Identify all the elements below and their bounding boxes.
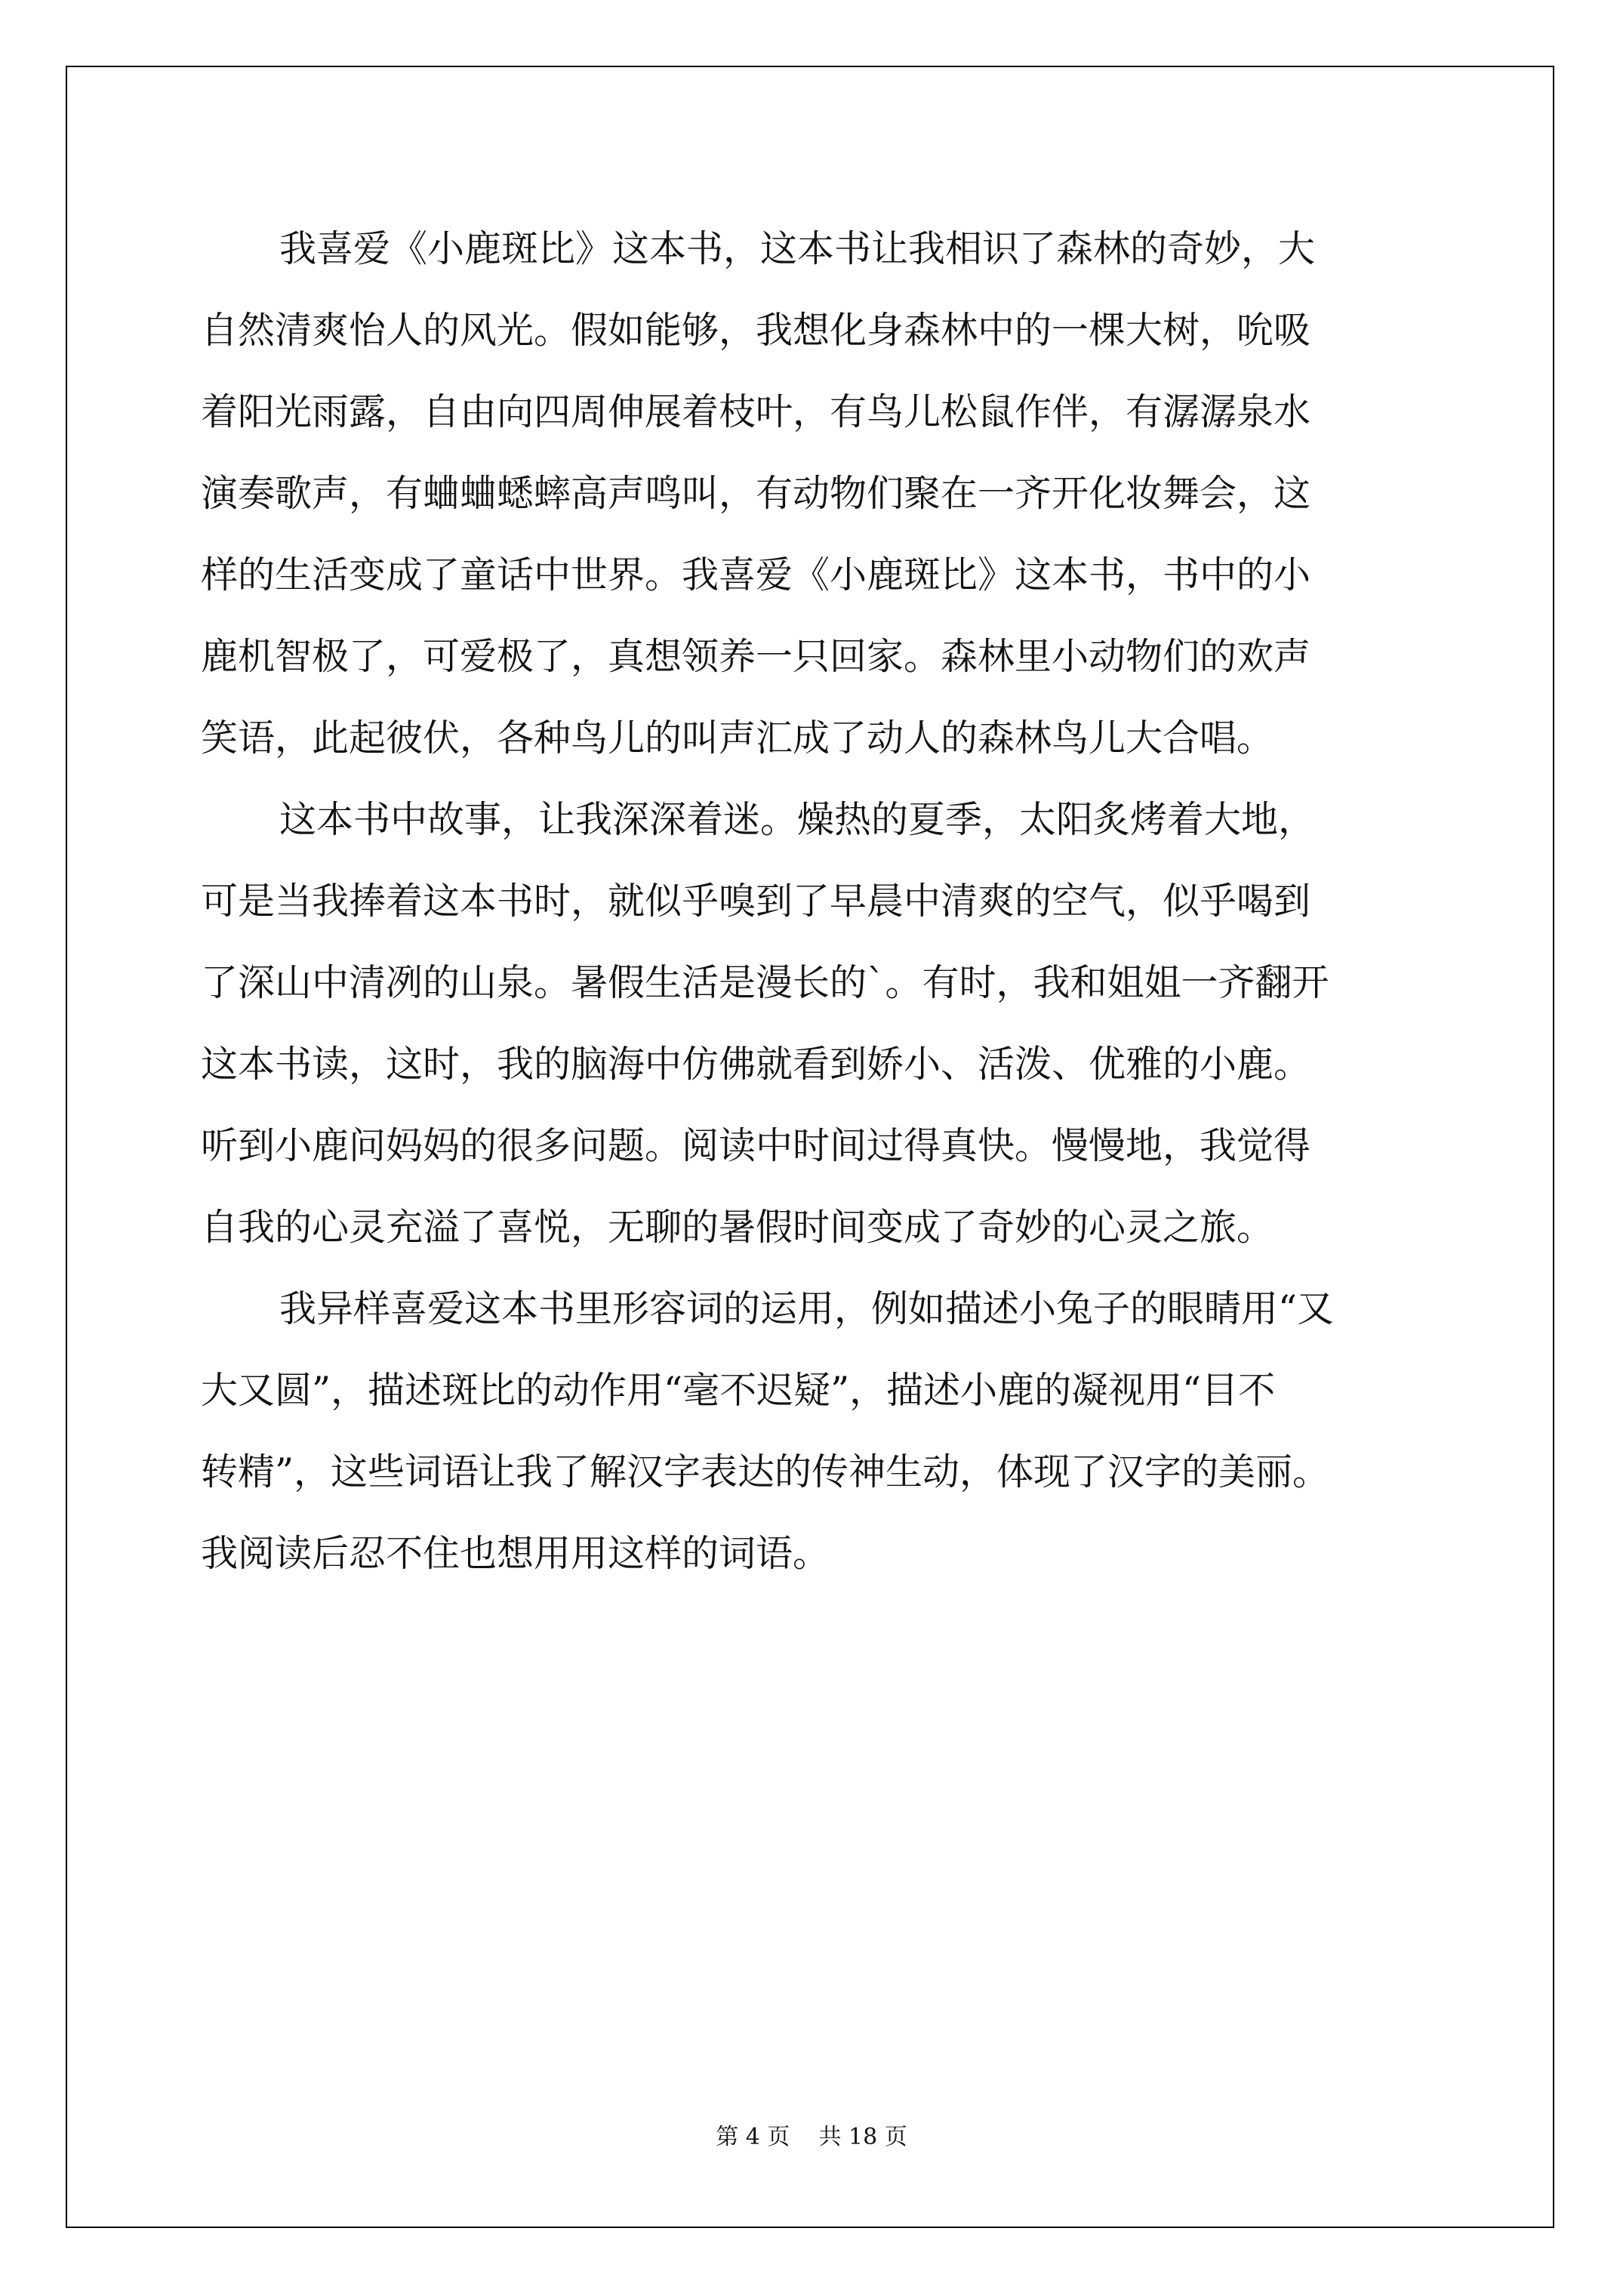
paragraph-3-line-4: 我阅读后忍不住也想用用这样的词语。 [201,1532,830,1575]
paragraph-2-line-1: 这本书中故事，让我深深着迷。燥热的夏季，太阳炙烤着大地， [279,798,1316,841]
paragraph-3-line-2: 大又圆”，描述斑比的动作用“毫不迟疑”，描述小鹿的凝视用“目不 [201,1369,1276,1412]
paragraph-1-line-7: 笑语，此起彼伏，各种鸟儿的叫声汇成了动人的森林鸟儿大合唱。 [201,717,1274,760]
paragraph-1-line-3: 着阳光雨露，自由向四周伸展着枝叶，有鸟儿松鼠作伴，有潺潺泉水 [201,390,1311,433]
paragraph-2-line-5: 听到小鹿问妈妈的很多问题。阅读中时间过得真快。慢慢地，我觉得 [201,1124,1311,1167]
paragraph-2-line-4: 这本书读，这时，我的脑海中仿佛就看到娇小、活泼、优雅的小鹿。 [201,1043,1311,1086]
paragraph-1-line-4: 演奏歌声，有蛐蛐蟋蟀高声鸣叫，有动物们聚在一齐开化妆舞会，这 [201,472,1311,515]
page-number-footer: 第 4 页 共 18 页 [716,2124,907,2150]
paragraph-2-line-6: 自我的心灵充溢了喜悦，无聊的暑假时间变成了奇妙的心灵之旅。 [201,1206,1274,1249]
paragraph-1-line-6: 鹿机智极了，可爱极了，真想领养一只回家。森林里小动物们的欢声 [201,635,1311,678]
paragraph-3-line-3: 转精”，这些词语让我了解汉字表达的传神生动，体现了汉字的美丽。 [201,1450,1330,1493]
paragraph-3-line-1: 我异样喜爱这本书里形容词的运用，例如描述小兔子的眼睛用“又 [279,1287,1335,1330]
paragraph-2-line-3: 了深山中清冽的山泉。暑假生活是漫长的`。有时，我和姐姐一齐翻开 [201,961,1329,1004]
paragraph-1-line-1: 我喜爱《小鹿斑比》这本书，这本书让我相识了森林的奇妙，大 [279,227,1316,270]
paragraph-1-line-2: 自然清爽怡人的风光。假如能够，我想化身森林中的一棵大树，吮吸 [201,309,1311,352]
paragraph-2-line-2: 可是当我捧着这本书时，就似乎嗅到了早晨中清爽的空气，似乎喝到 [201,880,1311,923]
paragraph-1-line-5: 样的生活变成了童话中世界。我喜爱《小鹿斑比》这本书，书中的小 [201,553,1311,596]
